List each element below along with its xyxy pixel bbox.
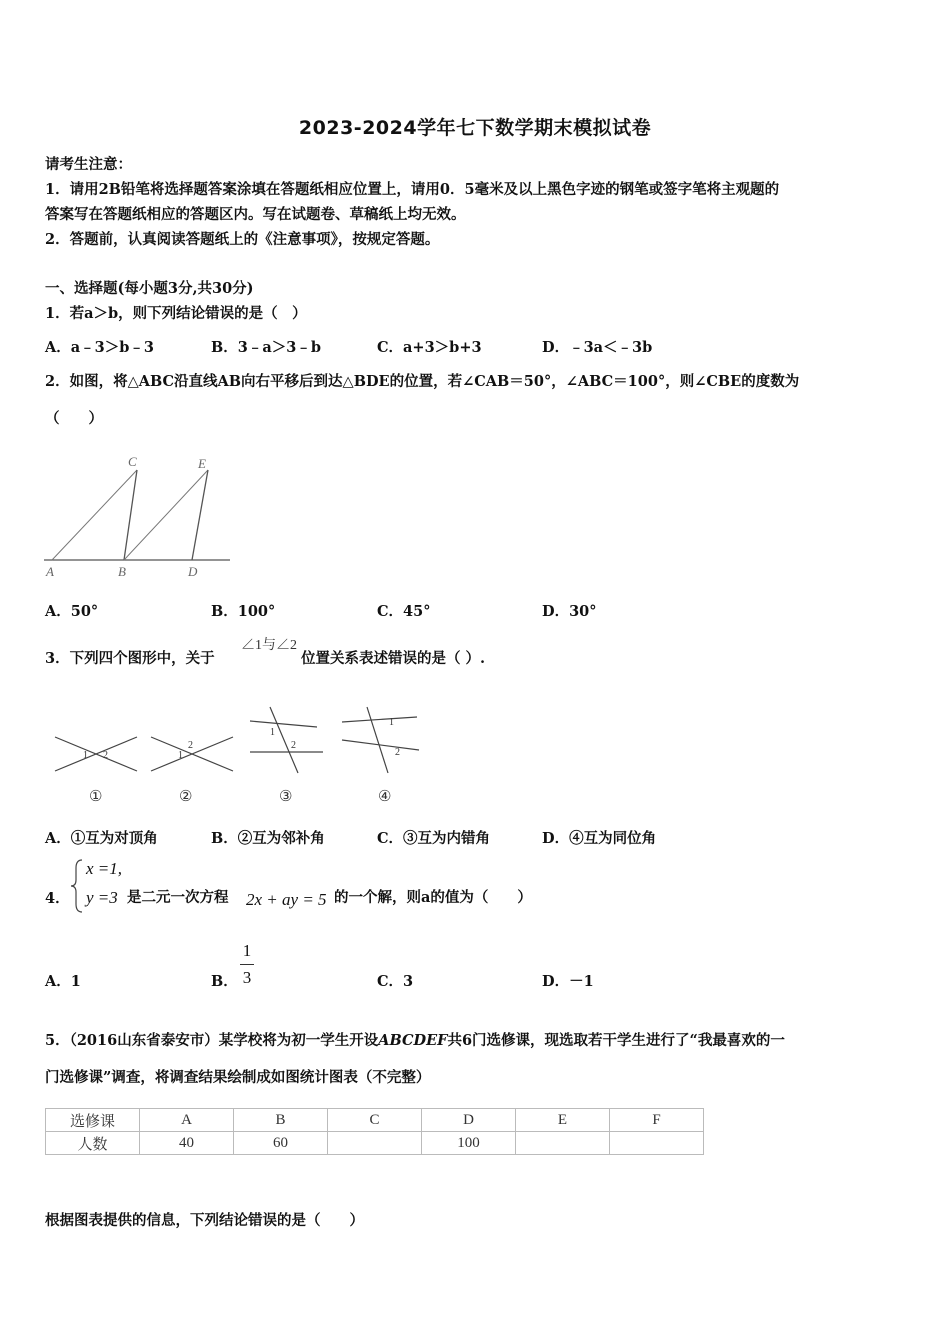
figure-number-4: ④ bbox=[378, 789, 392, 805]
q4-option-b-label: B． bbox=[211, 973, 238, 990]
table-cell: 60 bbox=[234, 1132, 328, 1155]
q5-line-1 bbox=[45, 1029, 785, 1050]
table-cell: 100 bbox=[422, 1132, 516, 1155]
table-cell: C bbox=[328, 1109, 422, 1132]
q2-option-a: A．50° bbox=[45, 603, 99, 620]
label-c: C bbox=[128, 454, 137, 469]
table-cell: E bbox=[516, 1109, 610, 1132]
q1-option-c: C．a+3＞b+3 bbox=[377, 339, 482, 356]
table-cell: A bbox=[140, 1109, 234, 1132]
q4-middle-text: 是二元一次方程 bbox=[127, 889, 229, 906]
q1-option-a: A．a﹣3＞b﹣3 bbox=[45, 339, 154, 356]
fig1-angle-2: 2 bbox=[103, 750, 108, 761]
page-title: 2023-2024学年七下数学期末模拟试卷 bbox=[298, 117, 652, 139]
fig1-angle-1: 1 bbox=[83, 750, 88, 761]
q1-option-d: D．﹣3a＜﹣3b bbox=[542, 339, 653, 356]
fig4-angle-2: 2 bbox=[395, 747, 400, 758]
table-cell bbox=[516, 1132, 610, 1155]
table-cell bbox=[328, 1132, 422, 1155]
table-cell: 40 bbox=[140, 1132, 234, 1155]
q5-line1-suffix: 共6门选修课，现选取若干学生进行了“我最喜欢的一 bbox=[447, 1032, 785, 1049]
table-cell: F bbox=[610, 1109, 704, 1132]
q5-followup: 根据图表提供的信息，下列结论错误的是（ ） bbox=[45, 1212, 364, 1229]
q2-option-c: C．45° bbox=[377, 603, 431, 620]
notice-heading: 请考生注意： bbox=[45, 156, 132, 173]
q3-angle-expression: ∠1与∠2 bbox=[241, 638, 297, 653]
q2-stem-paren: （ ） bbox=[45, 410, 103, 427]
q3-option-b: B．②互为邻补角 bbox=[211, 830, 325, 847]
q3-option-d: D．④互为同位角 bbox=[542, 830, 657, 847]
table-cell: B bbox=[234, 1109, 328, 1132]
survey-table bbox=[45, 1108, 704, 1155]
table-cell: 选修课 bbox=[46, 1109, 140, 1132]
label-e: E bbox=[198, 456, 206, 471]
figure-number-1: ① bbox=[89, 789, 103, 805]
figure-number-2: ② bbox=[179, 789, 193, 805]
q4-number: 4． bbox=[45, 890, 70, 907]
fraction-numerator: 1 bbox=[242, 941, 252, 960]
q3-option-a: A．①互为对顶角 bbox=[45, 830, 158, 847]
fig2-angle-2: 2 bbox=[188, 740, 193, 751]
fig2-angle-1: 1 bbox=[178, 750, 183, 761]
table-cell: 人数 bbox=[46, 1132, 140, 1155]
table-cell bbox=[610, 1132, 704, 1155]
system-equation-2: y =3 bbox=[86, 888, 118, 907]
q3-stem-prefix: 3．下列四个图形中，关于 bbox=[45, 650, 215, 667]
table-row bbox=[46, 1132, 704, 1155]
q4-equation: 2x + ay = 5 bbox=[246, 890, 327, 909]
notice-line-1: 1．请用2B铅笔将选择题答案涂填在答题纸相应位置上，请用0．5毫米及以上黑色字迹的钢笔或签字笔将主观题的 bbox=[45, 181, 780, 198]
q1-stem: 1．若a＞b，则下列结论错误的是（ ） bbox=[45, 305, 307, 322]
q5-course-letters: ABCDEF bbox=[378, 1032, 448, 1049]
q5-line1-prefix: 5．（2016山东省泰安市）某学校将为初一学生开设 bbox=[45, 1032, 379, 1049]
fig3-angle-2: 2 bbox=[291, 740, 296, 751]
q1-option-b: B．3﹣a＞3﹣b bbox=[211, 339, 321, 356]
q4-option-d: D．－1 bbox=[542, 973, 594, 990]
q4-suffix: 的一个解，则a的值为（ ） bbox=[334, 889, 532, 906]
q3-stem-suffix: 位置关系表述错误的是（ ）. bbox=[301, 650, 486, 667]
label-d: D bbox=[188, 564, 198, 579]
q4-option-c: C．3 bbox=[377, 973, 414, 990]
q3-figures bbox=[45, 695, 445, 810]
fig4-angle-1: 1 bbox=[389, 717, 394, 728]
section-heading: 一、选择题(每小题3分,共30分) bbox=[45, 280, 254, 297]
table-header-row bbox=[46, 1109, 704, 1132]
q5-line-2: 门选修课”调查，将调查结果绘制成如图统计图表（不完整） bbox=[45, 1069, 431, 1086]
notice-line-3: 2．答题前，认真阅读答题纸上的《注意事项》，按规定答题。 bbox=[45, 231, 440, 248]
table-cell: D bbox=[422, 1109, 516, 1132]
fig3-angle-1: 1 bbox=[270, 727, 275, 738]
q4-option-a: A．1 bbox=[45, 973, 81, 990]
fraction-bar bbox=[240, 964, 254, 965]
q2-option-b: B．100° bbox=[211, 603, 276, 620]
q3-option-c: C．③互为内错角 bbox=[377, 830, 491, 847]
label-b: B bbox=[118, 564, 126, 579]
figure-number-3: ③ bbox=[279, 789, 293, 805]
q2-option-d: D．30° bbox=[542, 603, 597, 620]
system-equation-1: x =1, bbox=[86, 859, 123, 878]
notice-line-2: 答案写在答题纸相应的答题区内。写在试题卷、草稿纸上均无效。 bbox=[45, 206, 466, 223]
q2-stem: 2．如图，将△ABC沿直线AB向右平移后到达△BDE的位置，若∠CAB＝50°，∠ABC＝100°，则∠CBE的度数为 bbox=[45, 373, 800, 390]
q2-triangle-figure bbox=[40, 450, 240, 580]
system-brace bbox=[70, 858, 84, 914]
label-a: A bbox=[46, 564, 54, 579]
fraction-denominator: 3 bbox=[242, 968, 252, 987]
